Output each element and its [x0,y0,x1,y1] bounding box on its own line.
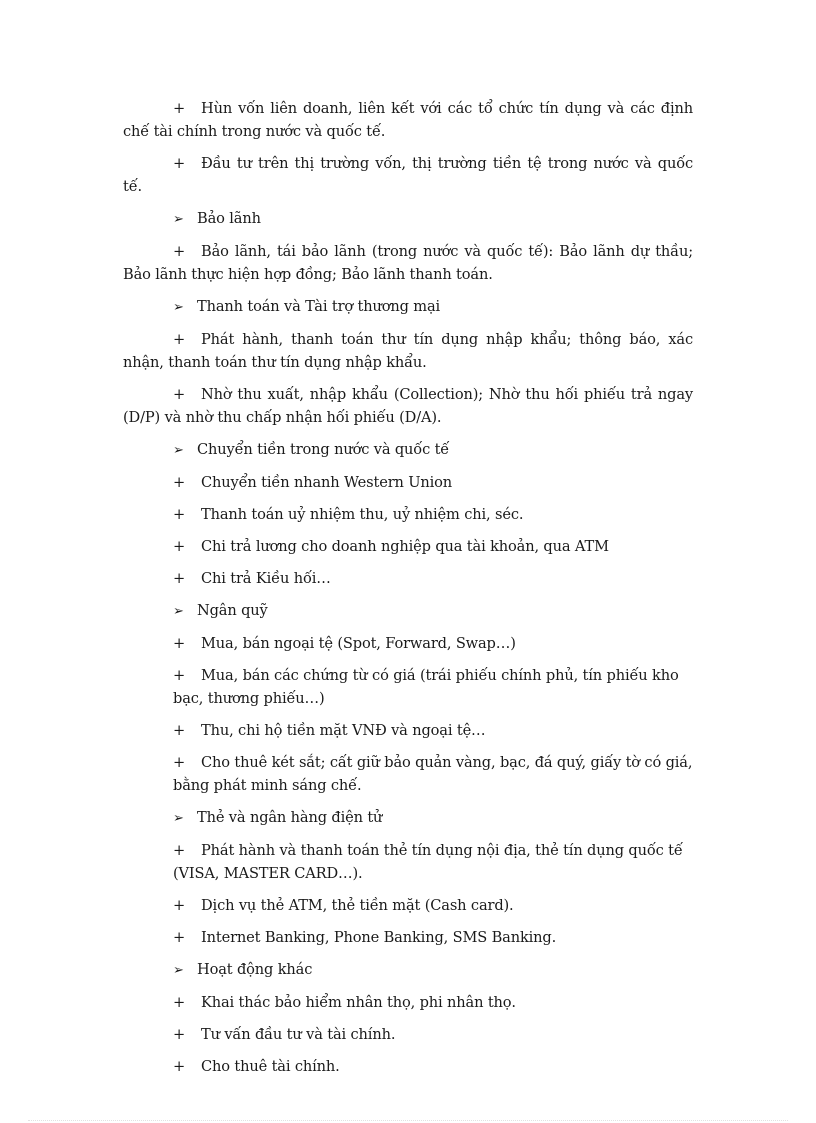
plus-bullet-icon: + [173,506,186,523]
paragraph-text: Cho thuê tài chính. [201,1058,340,1075]
plus-bullet-icon: + [173,331,186,348]
paragraph-text: Ngân quỹ [197,602,268,619]
plus-bullet-icon: + [173,722,186,739]
section-heading [123,438,693,462]
section-heading [123,958,693,982]
plus-bullet-icon: + [173,1058,186,1075]
paragraph-text: Tư vấn đầu tư và tài chính. [201,1026,396,1043]
paragraph-text: Chi trả lương cho doanh nghiệp qua tài khoản, qua ATM [201,538,609,555]
arrow-bullet-icon: ➢ [173,300,184,315]
paragraph-text: Đầu tư trên thị trường vốn, thị trường tiền tệ trong nước và quốc tế. [123,155,693,195]
paragraph-text: Bảo lãnh, tái bảo lãnh (trong nước và quốc tế): Bảo lãnh dự thầu; Bảo lãnh thực hiện hợp đồng; Bảo lãnh thanh toán. [123,243,693,283]
list-item [123,632,693,655]
section-heading [123,295,693,319]
list-item [123,991,693,1014]
paragraph-text: Chi trả Kiều hối… [201,570,331,587]
paragraph-text: Chuyển tiền nhanh Western Union [201,474,453,491]
list-item [123,719,693,742]
plus-bullet-icon: + [173,474,186,491]
list-item [123,471,693,494]
list-item [123,567,693,590]
arrow-bullet-icon: ➢ [173,811,184,826]
paragraph-text: Bảo lãnh [197,210,261,227]
plus-bullet-icon: + [173,897,186,914]
section-heading [123,806,693,830]
list-item [123,1055,693,1078]
arrow-bullet-icon: ➢ [173,963,184,978]
paragraph-text: Khai thác bảo hiểm nhân thọ, phi nhân thọ. [201,994,516,1011]
paragraph-text: Dịch vụ thẻ ATM, thẻ tiền mặt (Cash card). [201,897,514,914]
paragraph-text: Thu, chi hộ tiền mặt VNĐ và ngoại tệ… [201,722,486,739]
list-item [123,839,693,885]
paragraph-text: Nhờ thu xuất, nhập khẩu (Collection); Nhờ thu hối phiếu trả ngay (D/P) và nhờ thu chấp nhận hối phiếu (D/A). [123,386,693,426]
list-item [123,926,693,949]
plus-bullet-icon: + [173,570,186,587]
list-item [123,1023,693,1046]
plus-bullet-icon: + [173,155,186,172]
paragraph-text: Thanh toán và Tài trợ thương mại [197,298,441,315]
paragraph-text: Internet Banking, Phone Banking, SMS Banking. [201,929,557,946]
section-heading [123,207,693,231]
list-item [123,97,693,143]
paragraph-text: Hoạt động khác [197,961,313,978]
plus-bullet-icon: + [173,635,186,652]
list-item [123,664,693,710]
list-item [123,152,693,198]
plus-bullet-icon: + [173,538,186,555]
plus-bullet-icon: + [173,667,186,684]
paragraph-text: Mua, bán các chứng từ có giá (trái phiếu chính phủ, tín phiếu kho bạc, thương phiếu…) [173,667,679,707]
list-item [123,535,693,558]
paragraph-text: Hùn vốn liên doanh, liên kết với các tổ chức tín dụng và các định chế tài chính trong nước và quốc tế. [123,100,693,140]
plus-bullet-icon: + [173,386,186,403]
plus-bullet-icon: + [173,929,186,946]
list-item [123,240,693,286]
paragraph-text: Phát hành và thanh toán thẻ tín dụng nội địa, thẻ tín dụng quốc tế (VISA, MASTER CARD…). [173,842,683,882]
plus-bullet-icon: + [173,842,186,859]
arrow-bullet-icon: ➢ [173,604,184,619]
paragraph-text: Thẻ và ngân hàng điện tử [197,809,383,826]
list-item [123,328,693,374]
arrow-bullet-icon: ➢ [173,443,184,458]
plus-bullet-icon: + [173,994,186,1011]
paragraph-text: Mua, bán ngoại tệ (Spot, Forward, Swap…) [201,635,516,652]
paragraph-text: Phát hành, thanh toán thư tín dụng nhập khẩu; thông báo, xác nhận, thanh toán thư tín dụng nhập khẩu. [123,331,693,371]
plus-bullet-icon: + [173,100,186,117]
paragraph-text: Chuyển tiền trong nước và quốc tế [197,441,450,458]
list-item [123,503,693,526]
plus-bullet-icon: + [173,1026,186,1043]
plus-bullet-icon: + [173,754,186,771]
plus-bullet-icon: + [173,243,186,260]
paragraph-text: Thanh toán uỷ nhiệm thu, uỷ nhiệm chi, séc. [201,506,524,523]
paragraph-text: Cho thuê két sắt; cất giữ bảo quản vàng, bạc, đá quý, giấy tờ có giá, bằng phát minh sáng chế. [173,754,693,794]
section-heading [123,599,693,623]
list-item [123,751,693,797]
page-content [123,97,693,1087]
list-item [123,383,693,429]
list-item [123,894,693,917]
arrow-bullet-icon: ➢ [173,212,184,227]
page-bottom-divider [28,1120,788,1121]
